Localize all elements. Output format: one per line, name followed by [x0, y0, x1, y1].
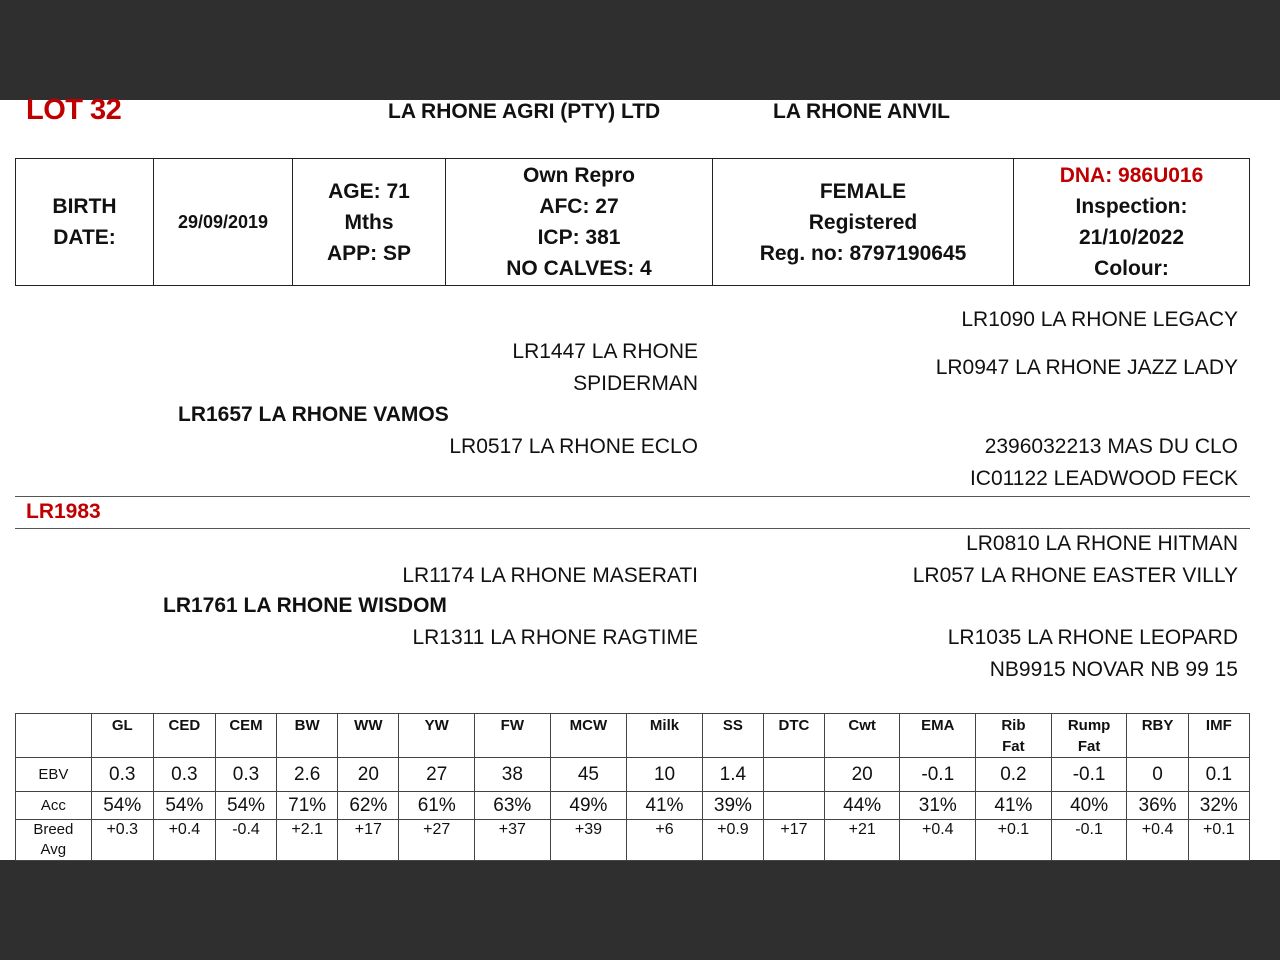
- ebv-header-rump-fat: Rump Fat: [1051, 714, 1127, 758]
- ebv-cell: [763, 758, 824, 792]
- ebv-header-mcw: MCW: [550, 714, 627, 758]
- ebv-cell: +0.4: [153, 820, 215, 861]
- registration-cell: [713, 159, 1014, 286]
- colour-label: Colour:: [1094, 257, 1169, 280]
- age-cell: [293, 159, 446, 286]
- ebv-header-imf: IMF: [1188, 714, 1249, 758]
- age-unit: Mths: [344, 210, 394, 234]
- appraisal: APP: SP: [326, 241, 412, 265]
- ebv-header-rby: RBY: [1127, 714, 1188, 758]
- ebv-row-label: EBV: [16, 758, 92, 792]
- ebv-cell: +37: [475, 820, 551, 861]
- pedigree-dam-sire: LR1174 LA RHONE MASERATI: [402, 564, 698, 587]
- inspection-label: Inspection:: [1075, 195, 1188, 218]
- ebv-cell: +21: [824, 820, 900, 861]
- pedigree-sire: LR1657 LA RHONE VAMOS: [178, 403, 449, 426]
- ebv-header-ss: SS: [702, 714, 763, 758]
- ebv-header-ww: WW: [338, 714, 399, 758]
- ebv-header-ced: CED: [153, 714, 215, 758]
- sex: FEMALE: [819, 179, 907, 203]
- animal-reg-id: LR1983: [26, 500, 101, 523]
- pedigree-sire-sire-line2: SPIDERMAN: [573, 372, 698, 395]
- ebv-cell: 31%: [900, 792, 976, 820]
- ebv-cell: +0.1: [1188, 820, 1249, 861]
- ebv-cell: +17: [763, 820, 824, 861]
- ebv-cell: 0.1: [1188, 758, 1249, 792]
- ebv-cell: 54%: [153, 792, 215, 820]
- ebv-cell: 20: [824, 758, 900, 792]
- pedigree-dam-dam: LR1311 LA RHONE RAGTIME: [412, 626, 698, 649]
- pedigree-dd-dam: NB9915 NOVAR NB 99 15: [989, 658, 1238, 681]
- pedigree-ds-sire: LR0810 LA RHONE HITMAN: [966, 532, 1238, 555]
- ebv-header-milk: Milk: [627, 714, 703, 758]
- divider-bottom: [15, 528, 1250, 529]
- ebv-header-bw: BW: [277, 714, 338, 758]
- repro-title: Own Repro: [522, 164, 635, 187]
- pedigree-dam: LR1761 LA RHONE WISDOM: [163, 594, 447, 617]
- ebv-cell: 0.3: [153, 758, 215, 792]
- ebv-cell: 39%: [702, 792, 763, 820]
- lot-number: LOT 32: [26, 94, 122, 126]
- ebv-header-cem: CEM: [215, 714, 276, 758]
- birth-date-value: 29/09/2019: [154, 159, 293, 286]
- ebv-cell: 1.4: [702, 758, 763, 792]
- ebv-cell: 27: [399, 758, 475, 792]
- ebv-cell: 71%: [277, 792, 338, 820]
- ebv-cell: -0.1: [1051, 820, 1127, 861]
- ebv-cell: -0.1: [1051, 758, 1127, 792]
- inspection-date: 21/10/2022: [1078, 226, 1185, 249]
- ebv-cell: 45: [550, 758, 627, 792]
- pedigree-sire-sire-line1: LR1447 LA RHONE: [512, 340, 698, 363]
- ebv-cell: +0.9: [702, 820, 763, 861]
- animal-name: LA RHONE ANVIL: [773, 100, 950, 123]
- ebv-header-yw: YW: [399, 714, 475, 758]
- ebv-cell: 0.2: [976, 758, 1052, 792]
- ebv-cell: 44%: [824, 792, 900, 820]
- dna-number: DNA: 986U016: [1059, 164, 1204, 187]
- ebv-cell: 41%: [976, 792, 1052, 820]
- pedigree-sire-dam: LR0517 LA RHONE ECLO: [449, 435, 698, 458]
- ebv-cell: 40%: [1051, 792, 1127, 820]
- ebv-cell: 36%: [1127, 792, 1188, 820]
- ebv-cell: +0.3: [91, 820, 153, 861]
- ebv-cell: 38: [475, 758, 551, 792]
- ebv-header-gl: GL: [91, 714, 153, 758]
- ebv-header-cwt: Cwt: [824, 714, 900, 758]
- ebv-header-fw: FW: [475, 714, 551, 758]
- pedigree-dd-sire: LR1035 LA RHONE LEOPARD: [947, 626, 1238, 649]
- lot-sheet: [0, 94, 1280, 860]
- ebv-cell: +0.1: [976, 820, 1052, 861]
- ebv-header-dtc: DTC: [763, 714, 824, 758]
- ebv-cell: 0: [1127, 758, 1188, 792]
- ebv-cell: 41%: [627, 792, 703, 820]
- dna-cell: [1014, 159, 1250, 286]
- ebv-cell: 62%: [338, 792, 399, 820]
- icp: ICP: 381: [537, 226, 621, 249]
- pedigree-ss-sire: LR1090 LA RHONE LEGACY: [961, 308, 1238, 331]
- birth-label-line2: DATE:: [53, 226, 116, 249]
- pedigree-ds-dam: LR057 LA RHONE EASTER VILLY: [912, 564, 1238, 587]
- ebv-row-label: Breed Avg: [16, 820, 92, 861]
- ebv-cell: 0.3: [91, 758, 153, 792]
- registration-status: Registered: [808, 210, 918, 234]
- pedigree-sd-dam: IC01122 LEADWOOD FECK: [969, 467, 1238, 490]
- divider-top: [15, 496, 1250, 497]
- ebv-cell: 54%: [215, 792, 276, 820]
- ebv-cell: +39: [550, 820, 627, 861]
- pedigree-sd-sire: 2396032213 MAS DU CLO: [984, 435, 1238, 458]
- ebv-cell: +27: [399, 820, 475, 861]
- ebv-cell: [763, 792, 824, 820]
- ebv-cell: 63%: [475, 792, 551, 820]
- ebv-cell: +0.4: [1127, 820, 1188, 861]
- birth-date-label: [16, 159, 154, 286]
- ebv-cell: -0.1: [900, 758, 976, 792]
- ebv-cell: 10: [627, 758, 703, 792]
- ebv-cell: 2.6: [277, 758, 338, 792]
- ebv-cell: +6: [627, 820, 703, 861]
- ebv-header-ema: EMA: [900, 714, 976, 758]
- animal-info-table: [15, 158, 1250, 286]
- ebv-cell: 0.3: [215, 758, 276, 792]
- age: AGE: 71: [328, 179, 410, 203]
- breeder-name: LA RHONE AGRI (PTY) LTD: [388, 100, 661, 123]
- pedigree-ss-dam: LR0947 LA RHONE JAZZ LADY: [935, 356, 1238, 379]
- ebv-header-rib-fat: Rib Fat: [976, 714, 1052, 758]
- ebv-row-label: Acc: [16, 792, 92, 820]
- no-calves: NO CALVES: 4: [506, 257, 652, 280]
- afc: AFC: 27: [539, 195, 619, 218]
- ebv-table: [15, 713, 1250, 861]
- registration-number: Reg. no: 8797190645: [759, 241, 967, 265]
- ebv-cell: 20: [338, 758, 399, 792]
- ebv-corner: [16, 714, 92, 758]
- birth-label-line1: BIRTH: [52, 195, 117, 218]
- ebv-cell: 54%: [91, 792, 153, 820]
- ebv-cell: 49%: [550, 792, 627, 820]
- ebv-cell: +17: [338, 820, 399, 861]
- ebv-cell: +0.4: [900, 820, 976, 861]
- ebv-cell: 61%: [399, 792, 475, 820]
- ebv-cell: -0.4: [215, 820, 276, 861]
- ebv-cell: 32%: [1188, 792, 1249, 820]
- repro-cell: [446, 159, 713, 286]
- ebv-cell: +2.1: [277, 820, 338, 861]
